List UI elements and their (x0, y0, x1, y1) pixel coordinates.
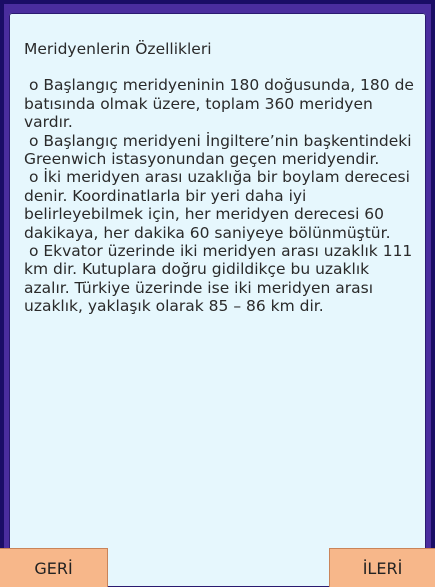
lesson-paragraph: o Başlangıç meridyeninin 180 doğusunda, 180 de batısında olmak üzere, toplam 360 meridyen vardır. (24, 76, 419, 132)
back-button[interactable] (0, 548, 108, 587)
lesson-title: Meridyenlerin Özellikleri (24, 40, 212, 58)
lesson-paragraph: o İki meridyen arası uzaklığa bir boylam derecesi denir. Koordinatlarla bir yeri daha iyi belirleyebilmek için, her meridyen derecesi 60 dakikaya, her dakika 60 saniyeye bölünmüştür. (24, 168, 415, 242)
back-button-label: GERİ (34, 558, 73, 578)
next-button-label: İLERİ (362, 558, 403, 578)
lesson-paragraph: o Başlangıç meridyeni İngiltere’nin başkentindeki Greenwich istasyonundan geçen meridyendir. (24, 131, 417, 169)
next-button[interactable] (329, 548, 435, 587)
lesson-text (24, 40, 419, 316)
lesson-paragraph: o Ekvator üzerinde iki meridyen arası uzaklık 111 km dir. Kutuplara doğru gidildikçe bu uzaklık azalır. Türkiye üzerinde ise iki meridyen arası uzaklık, yaklaşık olarak 85 – 86 km dir. (24, 242, 418, 316)
